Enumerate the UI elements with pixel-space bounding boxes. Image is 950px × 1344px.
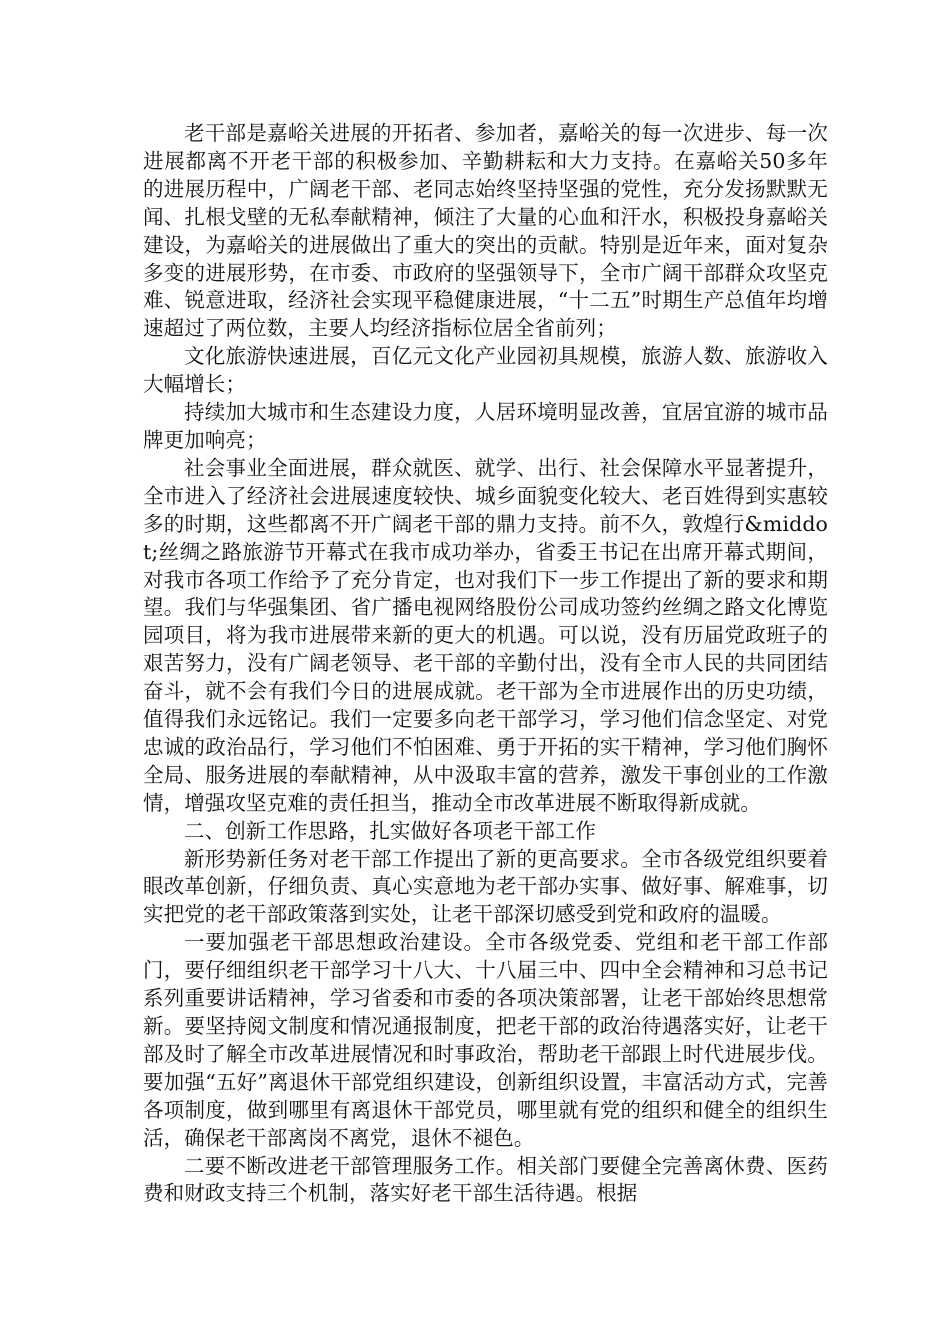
paragraph-7: 二要不断改进老干部管理服务工作。相关部门要健全完善离休费、医药费和财政支持三个机制，落实好老干部生活待遇。根据 [143,1153,828,1206]
paragraph-2: 文化旅游快速进展，百亿元文化产业园初具规模，旅游人数、旅游收入大幅增长； [143,344,828,397]
section-heading: 二、创新工作思路，扎实做好各项老干部工作 [184,818,596,843]
document-body [143,120,828,1208]
paragraph-4: 社会事业全面进展，群众就医、就学、出行、社会保障水平显著提升，全市进入了经济社会进展速度较快、城乡面貌变化较大、老百姓得到实惠较多的时期，这些都离不开广阔老干部的鼎力支持。前不久，敦煌行&middot;丝绸之路旅游节开幕式在我市成功举办，省委王书记在出席开幕式期间，对我市各项工作给予了充分肯定，也对我们下一步工作提出了新的要求和期望。我们与华强集团、省广播电视网络股份公司成功签约丝绸之路文化博览园项目，将为我市进展带来新的更大的机遇。可以说，没有历届党政班子的艰苦努力，没有广阔老领导、老干部的辛勤付出，没有全市人民的共同团结奋斗，就不会有我们今日的进展成就。老干部为全市进展作出的历史功绩，值得我们永远铭记。我们一定要多向老干部学习，学习他们信念坚定、对党忠诚的政治品行，学习他们不怕困难、勇于开拓的实干精神，学习他们胸怀全局、服务进展的奉献精神，从中汲取丰富的营养，激发干事创业的工作激情，增强攻坚克难的责任担当，推动全市改革进展不断取得新成就。 [143,455,828,815]
paragraph-3: 持续加大城市和生态建设力度，人居环境明显改善，宜居宜游的城市品牌更加响亮； [143,400,828,452]
paragraph-5: 新形势新任务对老干部工作提出了新的更高要求。全市各级党组织要着眼改革创新，仔细负责、真心实意地为老干部办实事、做好事、解难事，切实把党的老干部政策落到实处，让老干部深切感受到党和政府的温暖。 [143,846,828,927]
paragraph-1: 老干部是嘉峪关进展的开拓者、参加者，嘉峪关的每一次进步、每一次进展都离不开老干部的积极参加、辛勤耕耘和大力支持。在嘉峪关50多年的进展历程中，广阔老干部、老同志始终坚持坚强的党性，充分发扬默默无闻、扎根戈壁的无私奉献精神，倾注了大量的心血和汗水，积极投身嘉峪关建设，为嘉峪关的进展做出了重大的突出的贡献。特别是近年来，面对复杂多变的进展形势，在市委、市政府的坚强领导下，全市广阔干部群众攻坚克难、锐意进取，经济社会实现平稳健康进展，“十二五”时期生产总值年均增速超过了两位数，主要人均经济指标位居全省前列； [143,121,828,341]
paragraph-6: 一要加强老干部思想政治建设。全市各级党委、党组和老干部工作部门，要仔细组织老干部学习十八大、十八届三中、四中全会精神和习总书记系列重要讲话精神，学习省委和市委的各项决策部署，让老干部始终思想常新。要坚持阅文制度和情况通报制度，把老干部的政治待遇落实好，让老干部及时了解全市改革进展情况和时事政治，帮助老干部跟上时代进展步伐。要加强“五好”离退休干部党组织建设，创新组织设置，丰富活动方式，完善各项制度，做到哪里有离退休干部党员，哪里就有党的组织和健全的组织生活，确保老干部离岗不离党，退休不褪色。 [143,930,828,1150]
